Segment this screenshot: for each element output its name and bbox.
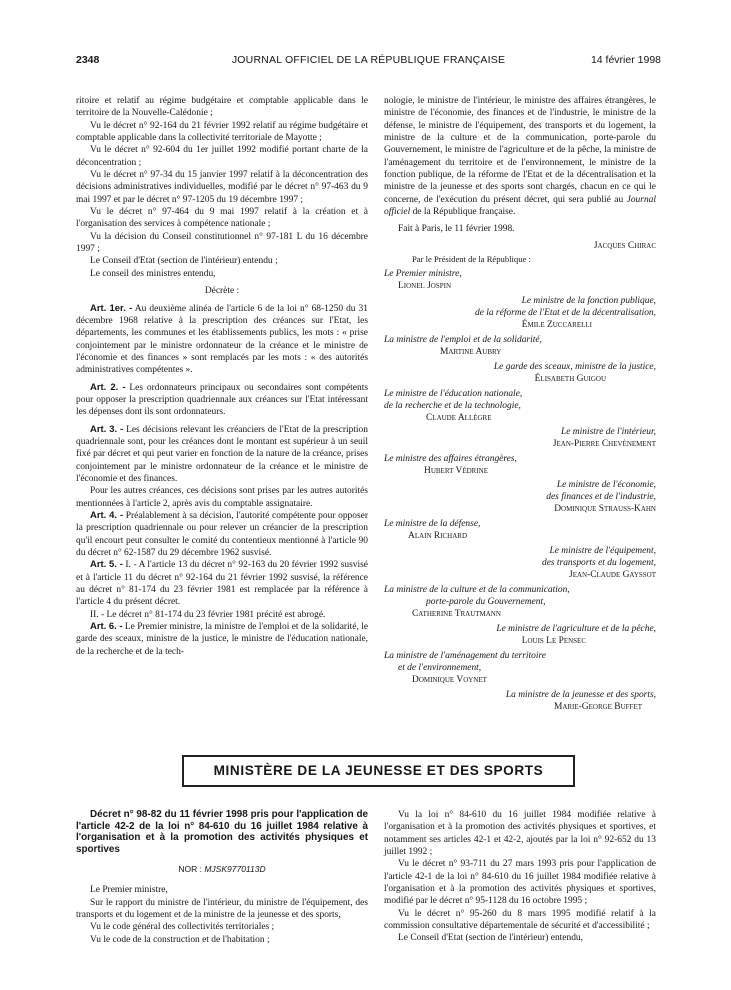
article-6 — [76, 621, 368, 658]
signatory-title: La ministre de la culture et de la communication, — [384, 585, 570, 595]
paragraph: Le Premier ministre, — [90, 885, 168, 896]
paragraph: Vu le décret n° 97-34 du 15 janvier 1997 relatif à la déconcentration des décisions administratives individuelles, modifié par le décret n° 97-463 du 9 mai 1997 et par le décret n° 97-1205 du 19 décembre 1997 ; — [76, 170, 368, 205]
paragraph-text: de la République française. — [410, 207, 516, 218]
signatory-name: Martine Aubry — [440, 347, 502, 357]
signatory-title: Le Premier ministre, — [384, 269, 462, 279]
paragraph: Vu le décret n° 92-604 du 1er juillet 1992 modifié portant charte de la déconcentration ; — [76, 145, 368, 168]
journal-name: Journal officiel — [384, 194, 656, 218]
page-header — [76, 54, 661, 68]
signatory-title: La ministre de la jeunesse et des sports, — [505, 690, 656, 700]
article-label: Art. 4. - — [90, 510, 124, 521]
article-text: Préalablement à sa décision, l'autorité compétente pour opposer la prescription quadriennale ou pour relever un créancier de la prescription qu'il encourt peut consulter le comité du contentieux mentionné à l'article 90 du décret n° 62-1587 du 29 décembre 1962 susvisé. — [76, 511, 368, 559]
article-text: Le Premier ministre, la ministre de l'emploi et de la solidarité, le garde des sceaux, ministre de la justice, le ministre de l'éducation nationale, de la recherche et de la tech- — [76, 622, 369, 657]
decree-right-column — [384, 809, 656, 945]
article-4 — [76, 510, 368, 559]
signatory-title: Le ministre de l'intérieur, — [561, 427, 656, 437]
paragraph: Vu le décret n° 97-464 du 9 mai 1997 relatif à la création et à l'organisation des services à compétence nationale ; — [76, 207, 368, 230]
nor-reference — [76, 863, 368, 875]
signatory-title: des finances et de l'industrie, — [546, 492, 656, 502]
article-text: Les ordonnateurs principaux ou secondaires sont compétents pour opposer la prescription quadriennale aux créances sur l'Etat intéressant les dépenses dont ils sont ordonnateurs. — [76, 382, 368, 418]
signatory-title: Le garde des sceaux, ministre de la justice, — [493, 362, 656, 372]
signatory-title: Le ministre de l'agriculture et de la pêche, — [496, 624, 656, 634]
signatory-name: Lionel Jospin — [398, 281, 452, 291]
article-label: Art. 2. - — [90, 381, 126, 393]
signatory-title: de la recherche et de la technologie, — [384, 401, 521, 411]
signatory-title: de la réforme de l'Etat et de la décentralisation, — [474, 308, 656, 318]
signatory-name: Marie-George Buffet — [553, 702, 642, 712]
paragraph: II. - Le décret n° 81-174 du 23 février 1981 précité est abrogé. — [90, 609, 326, 620]
signatory-name: Alain Richard — [408, 531, 468, 541]
signature-date: Fait à Paris, le 11 février 1998. — [398, 224, 515, 235]
paragraph: Le conseil des ministres entendu, — [90, 268, 216, 279]
signatory-title: Le ministre de l'équipement, — [549, 546, 656, 556]
paragraph: Vu le code de la construction et de l'habitation ; — [90, 934, 270, 945]
signatory-title: Le ministre de la défense, — [384, 519, 481, 529]
article-1 — [76, 303, 368, 377]
article-label: Art. 6. - — [90, 621, 123, 633]
paragraph: ritoire et relatif au régime budgétaire et comptable applicable dans le territoire de la Nouvelle-Calédonie ; — [76, 96, 368, 119]
signatory-title: La ministre de l'emploi et de la solidarité, — [384, 335, 542, 345]
issue-date: 14 février 1998 — [590, 54, 661, 66]
signatory-name: Dominique Voynet — [412, 675, 487, 685]
article-label: Art. 3. - — [90, 423, 124, 435]
signatory-name: Dominique Strauss-Kahn — [554, 504, 656, 514]
signatory-title: Par le Président de la République : — [412, 254, 531, 264]
page-number: 2348 — [76, 54, 100, 66]
signatory-title: Le ministre de l'éducation nationale, — [384, 389, 523, 399]
signatory-name: Jean-Claude Gayssot — [569, 570, 656, 580]
paragraph: Vu le décret n° 92-164 du 21 février 1992 relatif au régime budgétaire et comptable applicable dans la collectivité territoriale de Mayotte ; — [76, 120, 368, 144]
paragraph: Le Conseil d'Etat (section de l'intérieur) entendu ; — [90, 256, 278, 267]
article-5 — [76, 559, 368, 608]
signatory-title: porte-parole du Gouvernement, — [426, 597, 546, 607]
paragraph: Pour les autres créances, ces décisions sont prises par les autres autorités mentionnées à l'article 2, après avis du comptable assignataire. — [76, 486, 368, 509]
signatory-title: La ministre de l'aménagement du territoire — [384, 651, 546, 661]
signatory-name: Émile Zuccarelli — [521, 320, 592, 330]
signatory-name: Louis Le Pensec — [521, 636, 586, 646]
signatory-name: Élisabeth Guigou — [534, 374, 606, 384]
signatory-name: Hubert Védrine — [424, 466, 489, 476]
signatory-title: Le ministre de l'économie, — [556, 480, 656, 490]
article-label: Art. 1er. - — [90, 302, 133, 314]
signatory-title: Le ministre de la fonction publique, — [521, 296, 656, 306]
article-2 — [76, 382, 368, 419]
journal-title: JOURNAL OFFICIEL DE LA RÉPUBLIQUE FRANÇAISE — [231, 54, 506, 66]
nor-label: NOR : — [178, 863, 205, 874]
article-3 — [76, 424, 368, 486]
article-text: Au deuxième alinéa de l'article 6 de la loi n° 68-1250 du 31 décembre 1968 relative à la prescription des créances sur l'Etat, les départements, les communes et les établissements publics, les mots : « prise conjointement par le ministre ordonnateur de la créance et le ministre de l'économie et des finances » sont remplacés par les mots : « des autorités administratives compétentes ». — [76, 303, 368, 376]
article-text: Les décisions relevant les créanciers de l'Etat de la prescription quadriennale sont, pour les créances dont le montant est supérieur à un seuil fixé par décret et qui peut varier en fonction de la nature de la créance, prises conjointement par le ministre ordonnateur de la créance et le ministre de l'économie et des finances. — [76, 424, 368, 484]
decrete-heading: Décrète : — [204, 286, 240, 297]
ministry-banner-text: MINISTÈRE DE LA JEUNESSE ET DES SPORTS — [213, 763, 544, 778]
paragraph: Vu le décret n° 95-260 du 8 mars 1995 modifié relatif à la commission consultative départementale de sécurité et d'accessibilité ; — [384, 908, 656, 932]
paragraph: Vu le code général des collectivités territoriales ; — [90, 922, 275, 933]
signatory-name: Jean-Pierre Chevènement — [552, 439, 656, 449]
signatory-name: Catherine Trautmann — [412, 609, 501, 619]
paragraph-text: nologie, le ministre de l'intérieur, le ministre des affaires étrangères, le ministre de l'économie, des finances et de l'industrie, le ministre de la défense, le ministre de l'équipement, des transports et du logement, la ministre de la culture et de la communication, porte-parole du Gouvernement, le ministre de l'agriculture et de la pêche, la ministre de l'aménagement du territoire et de l'environnement, le ministre de la fonction publique, de la réforme de l'Etat et de la décentralisation et la ministre de la jeunesse et des sports sont chargés, chacun en ce qui le concerne, de l'exécution du présent décret, qui sera publié au — [384, 96, 656, 205]
paragraph: Vu la loi n° 84-610 du 16 juillet 1984 modifiée relative à l'organisation et à la promotion des activités physiques et sportives, et notamment ses articles 42-1 et 42-2, ajoutés par la loi n° 92-652 du 13 juillet 1992 ; — [384, 810, 656, 858]
signatory-title: Le ministre des affaires étrangères, — [384, 454, 517, 464]
paragraph: Sur le rapport du ministre de l'intérieur, du ministre de l'équipement, des transports et du logement et de la ministre de la jeunesse et des sports, — [76, 897, 368, 920]
paragraph: Vu la décision du Conseil constitutionnel n° 97-181 L du 16 décembre 1997 ; — [76, 231, 368, 255]
paragraph — [384, 95, 656, 218]
article-text: I. - A l'article 13 du décret n° 92-163 du 20 février 1992 susvisé et à l'article 11 du décret n° 92-164 du 21 février 1992 susvisé, la référence au décret n° 81-174 du 23 février 1981 est remplacée par la référence à l'article 4 du présent décret. — [76, 560, 368, 608]
left-column — [76, 95, 368, 658]
decree-title: Décret n° 98-82 du 11 février 1998 pris pour l'application de l'article 42-2 de la loi n° 84-610 du 16 juillet 1984 relative à l'organisation et à la promotion des activités physiques et sportives — [76, 809, 368, 856]
signatory-name: Jacques Chirac — [593, 241, 656, 251]
signatory-name: Claude Allègre — [426, 413, 492, 423]
nor-code: MJSK9770113D — [204, 863, 266, 874]
right-column — [384, 95, 656, 236]
paragraph: Le Conseil d'Etat (section de l'intérieur) entendu, — [398, 933, 584, 944]
signatory-title: et de l'environnement, — [398, 663, 482, 673]
signatory-title: des transports et du logement, — [541, 558, 656, 568]
ministry-banner — [182, 755, 575, 787]
decree-left-column — [76, 809, 368, 946]
article-label: Art. 5. - — [90, 559, 123, 571]
paragraph: Vu le décret n° 93-711 du 27 mars 1993 pris pour l'application de l'article 42-1 de la loi n° 84-610 du 16 juillet 1984 modifiée relative à l'organisation et à la promotion des activités physiques et sportives, modifié par le décret n° 95-1128 du 16 octobre 1995 ; — [384, 859, 656, 907]
